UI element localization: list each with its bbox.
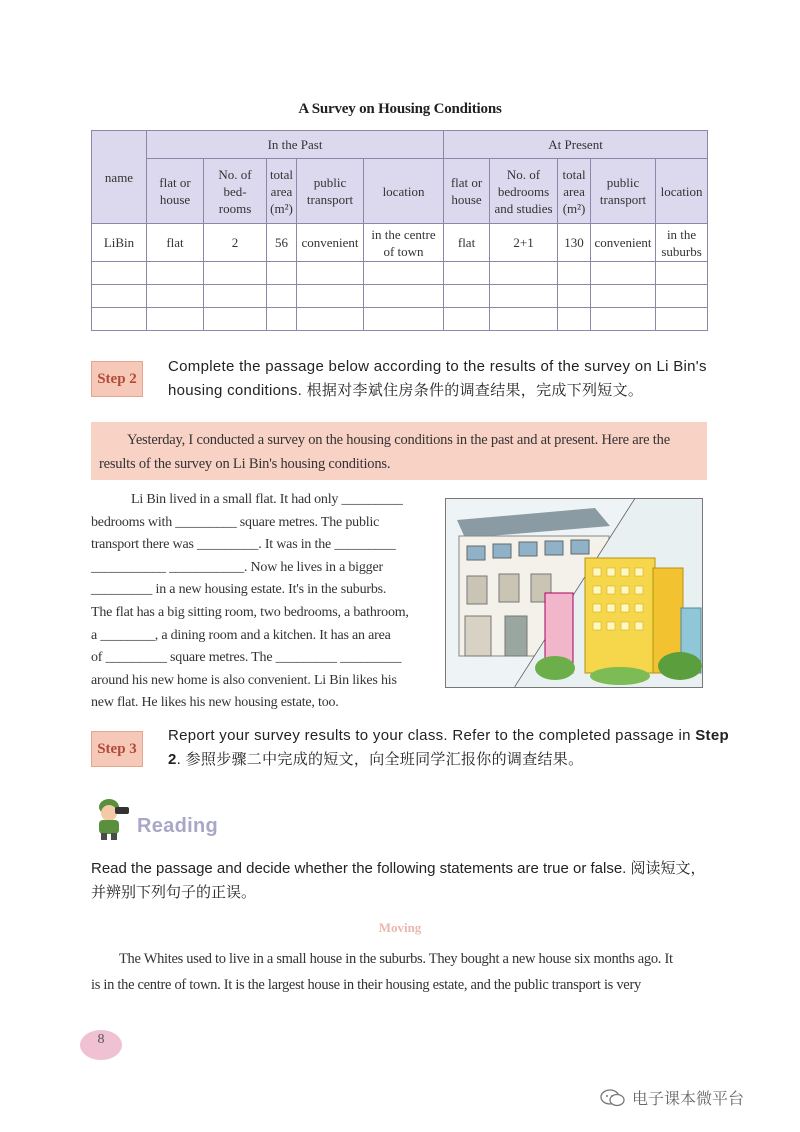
cell-past-bedrooms: 2	[204, 224, 267, 262]
header-present-bedrooms: No. of bedrooms and studies	[490, 159, 558, 224]
header-past-location: location	[364, 159, 444, 224]
step-2-line-1: Complete the passage below according to the results of the survey on Li Bin's	[168, 358, 707, 375]
wechat-icon	[600, 1088, 626, 1108]
passage-line: bedrooms with _________ square metres. The public	[91, 514, 380, 530]
step-3-line-2-text: . 参照步骤二中完成的短文，向全班同学汇报你的调查结果。	[176, 751, 584, 768]
page-number: 8	[80, 1030, 122, 1060]
cell-present-transport: convenient	[591, 224, 656, 262]
reading-title: Reading	[137, 815, 218, 837]
passage-line: Li Bin lived in a small flat. It had only _________	[131, 492, 403, 507]
cell-past-location: in the centre of town	[364, 224, 444, 262]
reading-instr-line-2: 并辨别下列句子的正误。	[91, 884, 257, 901]
empty-row	[92, 308, 708, 331]
passage-line: The flat has a big sitting room, two bedrooms, a bathroom,	[91, 604, 409, 620]
intro-box	[91, 422, 707, 480]
housing-illustration	[445, 498, 703, 688]
step-3-line-1-bold: Step	[695, 727, 729, 744]
intro-line-2: results of the survey on Li Bin's housing conditions.	[99, 456, 391, 472]
moving-passage	[91, 946, 711, 998]
empty-row	[92, 262, 708, 285]
empty-row	[92, 285, 708, 308]
cell-past-type: flat	[147, 224, 204, 262]
passage-line: new flat. He likes his new housing estate, too.	[91, 695, 339, 711]
passage-line: ___________ ___________. Now he lives in a bigger	[91, 559, 383, 575]
passage-line: transport there was _________. It was in the _________	[91, 537, 396, 553]
step-2-badge: Step 2	[91, 361, 143, 397]
reading-instr-line-1: Read the passage and decide whether the following statements are true or false. 阅读短文，	[91, 860, 706, 877]
intro-line-1: Yesterday, I conducted a survey on the housing conditions in the past and at present. Here are the	[127, 432, 670, 448]
header-present-transport: public transport	[591, 159, 656, 224]
reading-instructions	[91, 857, 711, 905]
header-at-present: At Present	[444, 131, 708, 159]
cell-past-area: 56	[267, 224, 297, 262]
reading-mascot-icon	[89, 795, 135, 841]
moving-title: Moving	[378, 920, 422, 935]
step-3-instructions	[168, 724, 729, 772]
cell-present-location: in the suburbs	[656, 224, 708, 262]
cell-past-transport: convenient	[297, 224, 364, 262]
watermark-text: 电子课本微平台	[632, 1089, 745, 1108]
header-past-flat-or-house: flat or house	[147, 159, 204, 224]
moving-line-2: is in the centre of town. It is the largest house in their housing estate, and the public transport is very	[91, 977, 641, 993]
header-present-location: location	[656, 159, 708, 224]
cell-present-area: 130	[558, 224, 591, 262]
fill-in-passage	[91, 489, 431, 715]
cell-present-type: flat	[444, 224, 490, 262]
header-past-area: total area (m²)	[267, 159, 297, 224]
step-3-line-2	[168, 748, 713, 772]
header-past-bedrooms: No. of bed- rooms	[204, 159, 267, 224]
step-3-line-1-text: Report your survey results to your class. Refer to the completed passage in	[168, 727, 696, 744]
header-present-area: total area (m²)	[558, 159, 591, 224]
survey-table	[91, 130, 708, 331]
cell-present-bedrooms: 2+1	[490, 224, 558, 262]
passage-line: around his new home is also convenient. Li Bin likes his	[91, 672, 397, 688]
watermark	[600, 1086, 744, 1109]
header-past-transport: public transport	[297, 159, 364, 224]
table-row	[92, 224, 708, 262]
step-2-instructions	[168, 355, 713, 403]
header-in-the-past: In the Past	[147, 131, 444, 159]
step-3-badge: Step 3	[91, 731, 143, 767]
header-name: name	[92, 131, 147, 224]
step-3-line-1	[168, 724, 729, 748]
cell-name: LiBin	[92, 224, 147, 262]
passage-line: a ________, a dining room and a kitchen. It has an area	[91, 627, 391, 643]
moving-line-1: The Whites used to live in a small house in the suburbs. They bought a new house six months ago. It	[119, 951, 673, 967]
passage-line: _________ in a new housing estate. It's in the suburbs.	[91, 582, 387, 598]
step-2-line-2: housing conditions. 根据对李斌住房条件的调查结果，完成下列短文。	[168, 382, 644, 399]
passage-line: of _________ square metres. The _________ _________	[91, 650, 402, 666]
step-3-line-2-bold: 2	[168, 751, 177, 768]
survey-title: A Survey on Housing Conditions	[298, 101, 502, 117]
sub-header-row	[92, 159, 708, 224]
header-present-flat-or-house: flat or house	[444, 159, 490, 224]
